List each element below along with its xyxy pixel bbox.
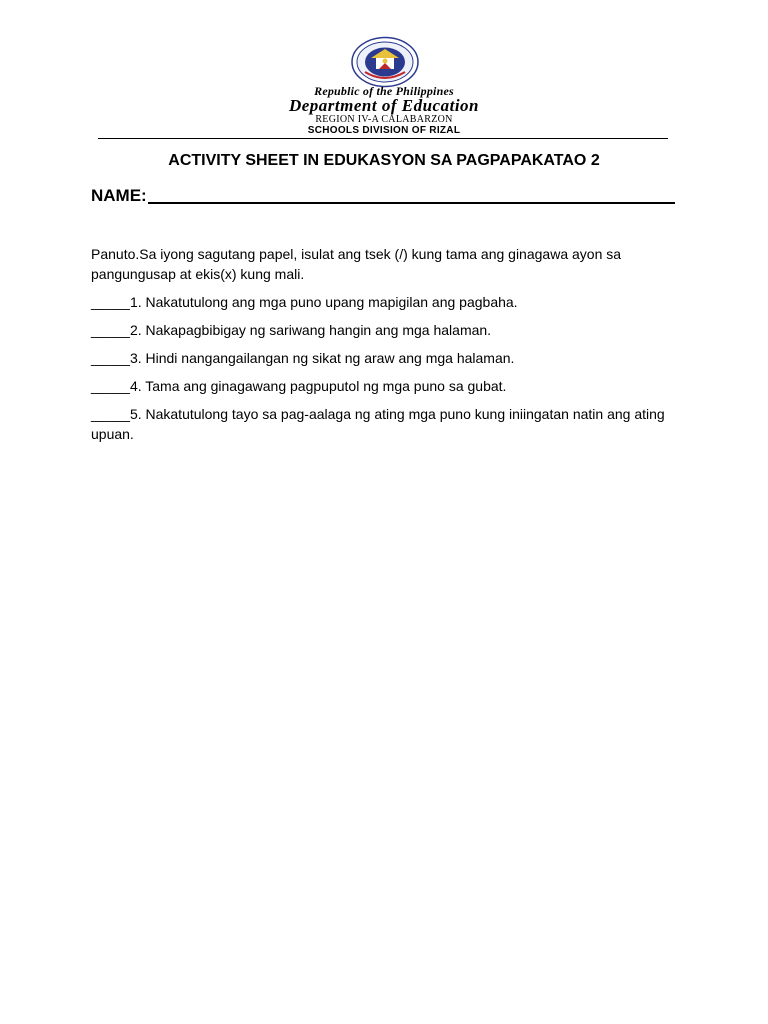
answer-blank: _____ [91,294,130,310]
header-divider [98,138,668,139]
answer-blank: _____ [91,350,130,366]
answer-blank: _____ [91,322,130,338]
question-item [91,292,681,312]
republic-line: Republic of the Philippines [314,84,454,98]
department-line: Department of Education [288,96,479,115]
region-line: REGION IV-A CALABARZON [315,114,453,125]
answer-blank: _____ [91,378,130,394]
question-text: 3. Hindi nangangailangan ng sikat ng araw ang mga halaman. [129,350,515,366]
answer-blank: _____ [91,406,130,422]
activity-content [91,244,681,452]
instructions: Panuto.Sa iyong sagutang papel, isulat ang tsek (/) kung tama ang ginagawa ayon sa pangungusap at ekis(x) kung mali. [91,246,622,282]
question-text: 2. Nakapagbibigay ng sariwang hangin ang mga halaman. [129,322,492,338]
division-line: SCHOOLS DIVISION OF RIZAL [307,125,461,136]
name-field [91,184,675,206]
question-item [91,376,681,396]
question-item [91,320,681,340]
activity-title: ACTIVITY SHEET IN EDUKASYON SA PAGPAPAKATAO 2 [168,152,600,169]
question-list [91,292,681,444]
name-blank-line [148,202,675,204]
deped-seal-icon [349,36,421,88]
question-text: 1. Nakatutulong ang mga puno upang mapigilan ang pagbaha. [129,294,518,310]
name-label: NAME: [91,186,147,205]
question-text: 4. Tama ang ginagawang pagpuputol ng mga puno sa gubat. [129,378,507,394]
question-item [91,348,681,368]
question-item [91,404,681,444]
question-text: 5. Nakatutulong tayo sa pag-aalaga ng ating mga puno kung iniingatan natin ang ating upuan. [91,406,665,442]
